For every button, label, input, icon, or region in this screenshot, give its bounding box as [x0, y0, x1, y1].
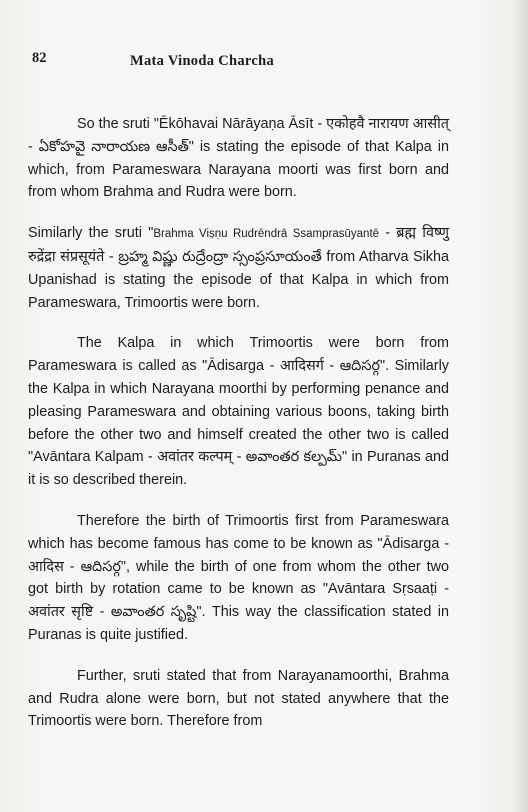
running-head-title: Mata Vinoda Charcha [130, 53, 275, 69]
paragraph-2-sruti: Brahma Viṣṇu Rudrēndrā Ssamprasūyantē [153, 228, 380, 241]
paragraph-2-lead: Similarly the sruti " [28, 225, 154, 242]
paragraph-2-rest: - ब्रह्म विष्णु रुद्रेंद्रा संप्रसूयंते - బ్రహ్మ విష్ణు రుద్రేంద్రా స్సంప్రసూయంతే from Atharva Sikha Upanishad is stating the episode of that Kalpa in which from Parameswara, Trimoortis were born. [28, 225, 449, 311]
page-number: 82 [32, 50, 47, 66]
body-text [28, 113, 449, 733]
paragraph-1: So the sruti "Ēkōhavai Nārāyaṇa Āsīt - एकोहवै नारायण आसीत् - ఏకోహవై నారాయణ ఆసీత్" is stating the episode of that Kalpa in which, from Parameswara Narayana moorti was first born and from whom Brahma and Rudra were born. [28, 116, 449, 201]
page-edge-shadow [514, 0, 528, 812]
paragraph-3: The Kalpa in which Trimoortis were born from Parameswara is called as "Ādisarga - आदिसर्ग - ఆదిసర్గ". Similarly the Kalpa in which Narayana moorthi by performing penance and pleasing Parameswara and obtaining various boons, taking birth before the other two and himself created the other two is called "Avāntara Kalpam - अवांतर कल्पम् - అవాంతర కల్పమ్" in Puranas and it is so described therein. [28, 335, 449, 489]
paragraph-5: Further, sruti stated that from Narayanamoorthi, Brahma and Rudra alone were born, but not stated anywhere that the Trimoortis were born. Therefore from [28, 667, 449, 730]
paragraph-2 [28, 222, 449, 314]
paragraph-4: Therefore the birth of Trimoortis first from Parameswara which has become famous has come to be known as "Ādisarga - आदिस - ఆదిసర్గ", while the birth of one from whom the other two got birth by rotation came to be known as "Avāntara Sṛsaaṭi - अवांतर सृष्टि - అవాంతర సృష్టి". This way the classification stated in Puranas is quite justified. [28, 512, 449, 643]
